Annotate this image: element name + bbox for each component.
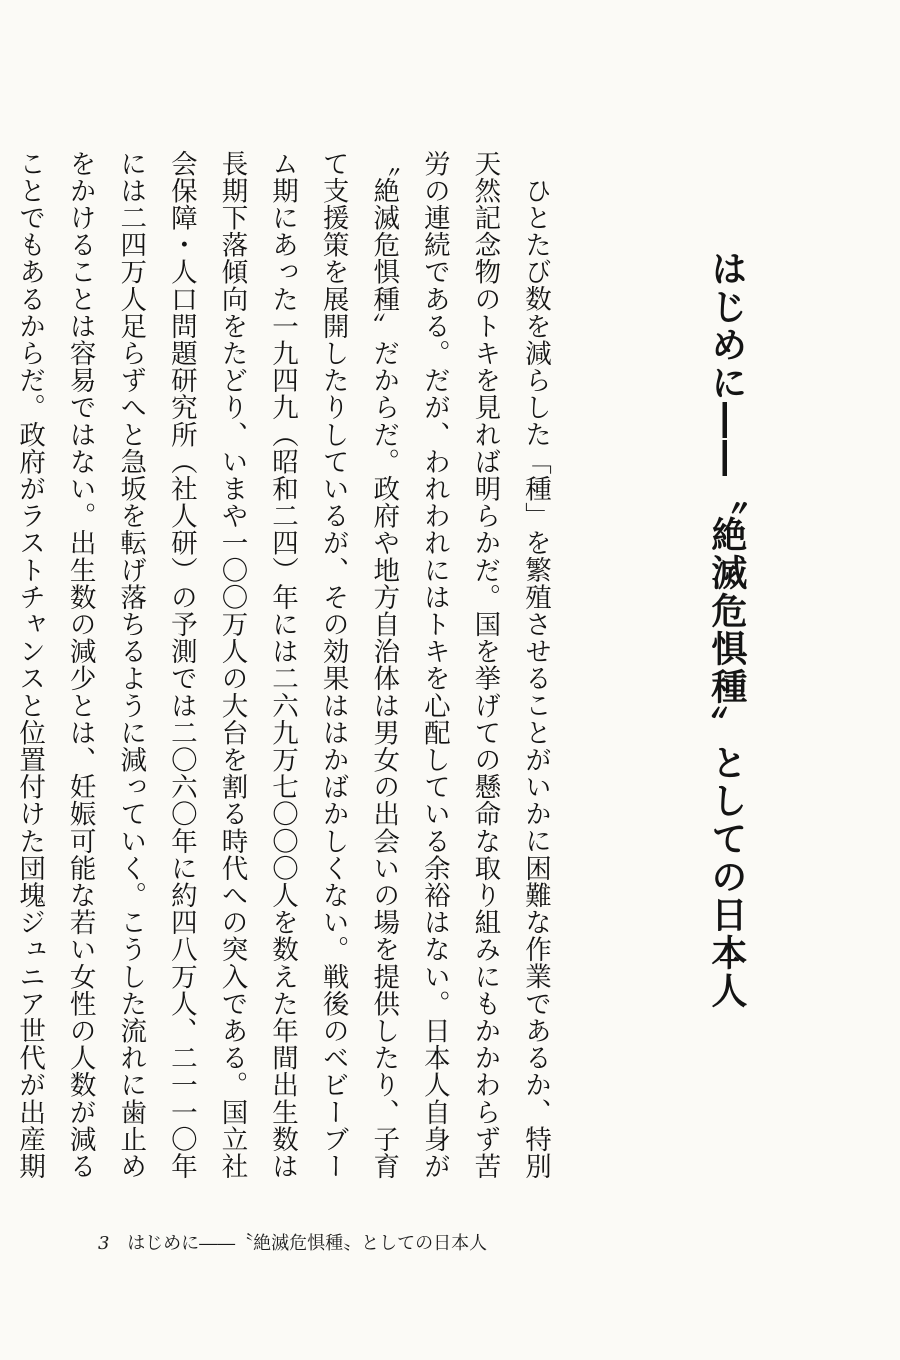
running-footer [98,1232,487,1256]
running-title: はじめに――〝絶滅危惧種〟としての日本人 [127,1233,488,1254]
page-number: 3 [98,1233,110,1254]
body-text [0,150,560,1180]
body-paragraph: ひとたび数を減らした「種」を繁殖させることがいかに困難な作業であるか、特別天然記念物のトキを見れば明らかだ。国を挙げての懸命な取り組みにもかかわらず苦労の連続である。だが、われわれにはトキを心配している余裕はない。日本人自身が〝絶滅危惧種〟だからだ。政府や地方自治体は男女の出会いの場を提供したり、子育て支援策を展開したりしているが、その効果ははかばかしくない。戦後のベビーブーム期にあった一九四九（昭和二四）年には二六九万七〇〇〇人を数えた年間出生数は長期下落傾向をたどり、いまや一〇〇万人の大台を割る時代への突入である。国立社会保障・人口問題研究所（社人研）の予測では二〇六〇年に約四八万人、二一一〇年には二四万人足らずへと急坂を転げ落ちるように減っていく。こうした流れに歯止めをかけることは容易ではない。出生数の減少とは、妊娠可能な若い女性の人数が減ることでもあるからだ。政府がラストチャンスと位置付けた団塊ジュニア世代が出産期 [14,150,551,1180]
chapter-title: はじめに――〝絶滅危惧種〟としての日本人 [705,250,747,1010]
